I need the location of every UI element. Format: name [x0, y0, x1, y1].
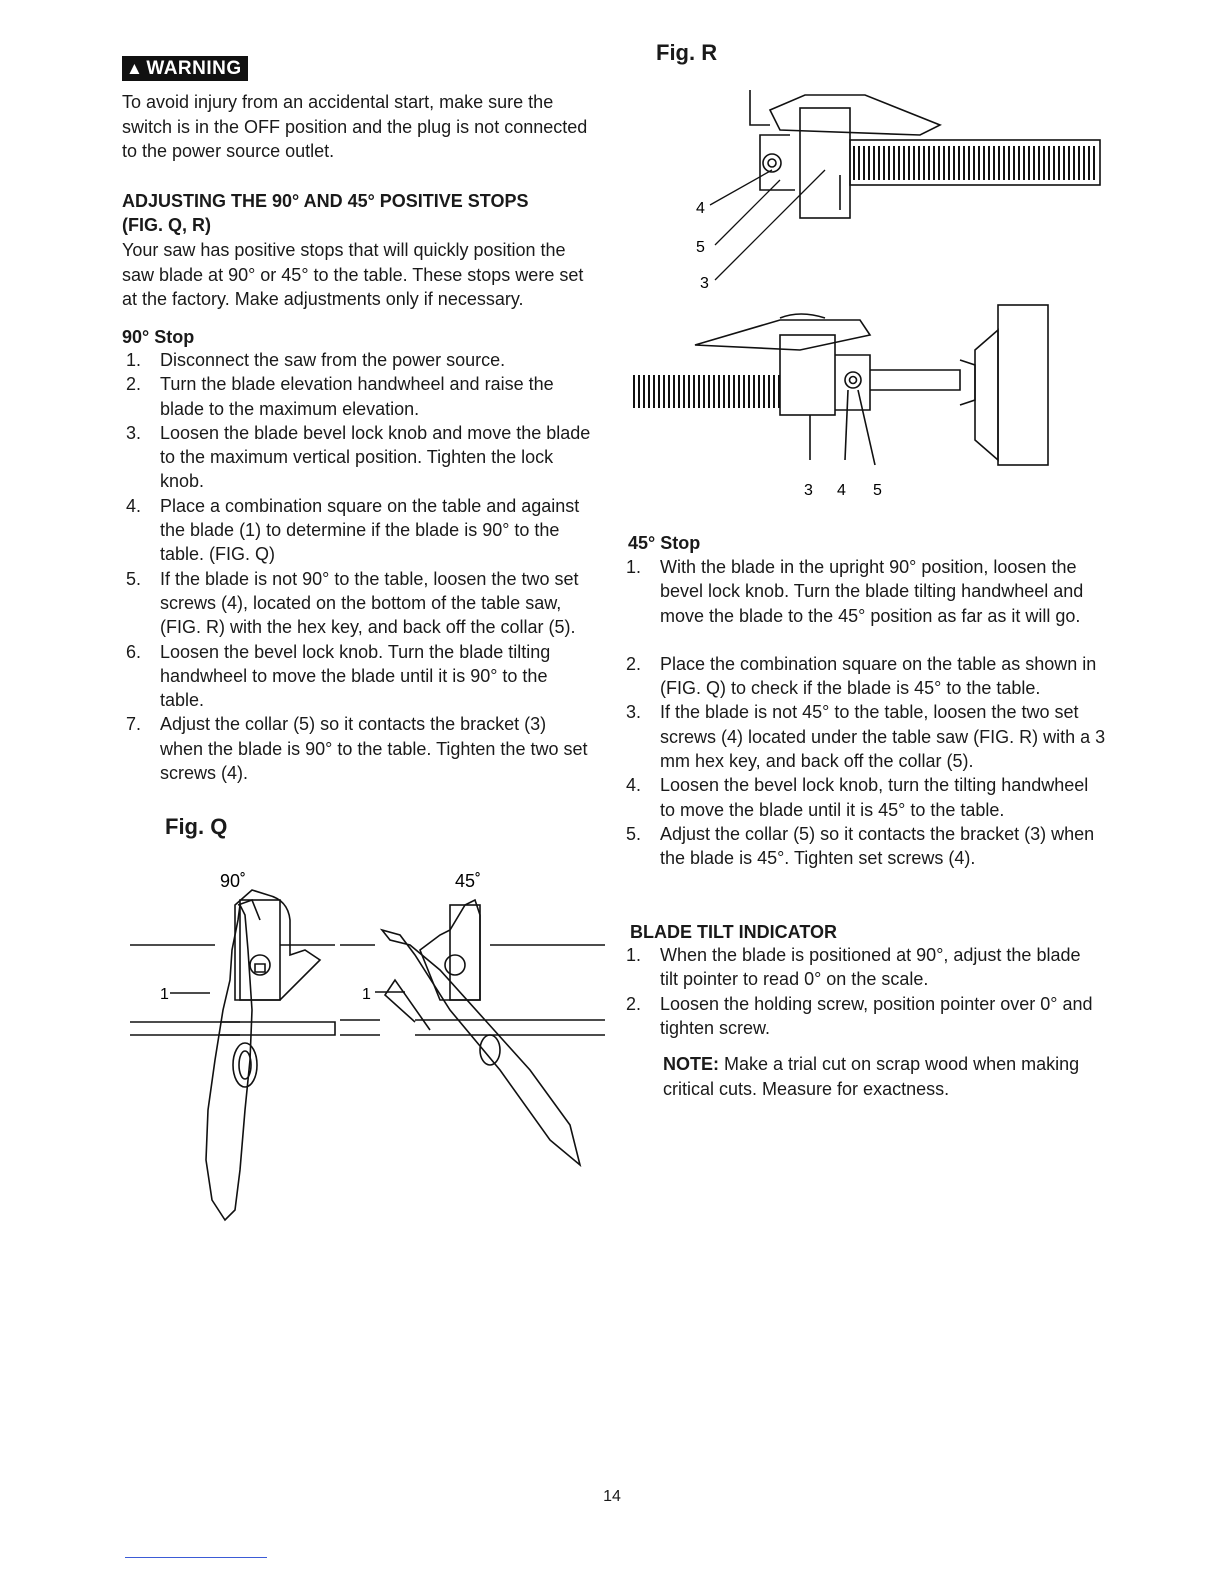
fig-r-top-callout-5: 5 [696, 239, 705, 256]
fig-q-angle-45: 45˚ [455, 871, 482, 891]
stop-45-heading: 45° Stop [628, 533, 701, 553]
fig-r-bottom-callout-5: 5 [873, 482, 882, 499]
fig-r-top-callout-4: 4 [696, 200, 705, 217]
fig-r-bottom-threads [634, 375, 779, 408]
fig-q-label: Fig. Q [165, 814, 228, 839]
fig-q-illustration [120, 860, 610, 1230]
fig-q-callout-left: 1 [160, 986, 169, 1003]
warning-triangle-icon: ▲ [126, 59, 144, 78]
page-number: 14 [603, 1488, 621, 1505]
footer-rule [125, 1557, 267, 1558]
section-heading-adjusting: ADJUSTING THE 90° AND 45° POSITIVE STOPS (FIG. Q, R) [122, 191, 529, 235]
fig-r-bottom-drawing [695, 305, 1048, 465]
fig-q-right-drawing [340, 900, 605, 1165]
list-item: 7. Adjust the collar (5) so it contacts the bracket (3) when the blade is 90° to the table. Tighten the two set screws (4). [126, 714, 588, 784]
fig-r-illustration [620, 80, 1110, 500]
list-item: 5. If the blade is not 90° to the table, loosen the two set screws (4), located on the bottom of the table saw, (FIG. R) with the hex key, and back off the collar (5). [126, 568, 579, 638]
fig-r-top-callout-3: 3 [700, 275, 709, 292]
adjusting-intro: Your saw has positive stops that will quickly position the saw blade at 90° or 45° to the table. These stops were set at the factory. Make adjustments only if necessary. [122, 240, 584, 309]
warning-text: To avoid injury from an accidental start, make sure the switch is in the OFF position and the plug is not connected to the power source outlet. [122, 92, 588, 161]
stop-90-heading: 90° Stop [122, 327, 195, 347]
blade-tilt-note: NOTE: Make a trial cut on scrap wood when making critical cuts. Measure for exactness. [663, 1054, 1080, 1099]
fig-r-top-threads [854, 146, 1094, 180]
list-item: 4. Loosen the bevel lock knob, turn the tilting handwheel to move the blade until it is 45° to the table. [626, 775, 1089, 820]
list-item: 1. Disconnect the saw from the power source. [126, 350, 506, 370]
fig-q-callout-right: 1 [362, 986, 371, 1003]
fig-q-angle-90: 90˚ [220, 871, 247, 891]
stop-90-steps [122, 348, 592, 785]
list-item: 4. Place a combination square on the table and against the blade (1) to determine if the blade is 90° to the table. (FIG. Q) [126, 495, 580, 565]
list-item: 1. With the blade in the upright 90° position, loosen the bevel lock knob. Turn the blade tilting handwheel and move the blade to the 45° position as far as it will go. [626, 557, 1084, 626]
list-item: 2. Loosen the holding screw, position pointer over 0° and tighten screw. [626, 993, 1093, 1038]
fig-r-top-leaders [710, 170, 825, 280]
list-item: 3. Loosen the blade bevel lock knob and move the blade to the maximum vertical position. Tighten the lock knob. [126, 422, 591, 492]
list-item: 3. If the blade is not 45° to the table, loosen the two set screws (4) located under the table saw (FIG. R) with a 3 mm hex key, and back off the collar (5). [626, 702, 1106, 772]
stop-45-steps [622, 555, 1107, 871]
fig-r-bottom-callout-4: 4 [837, 482, 846, 499]
blade-tilt-steps [622, 943, 1102, 1040]
warning-badge: ▲ WARNING [122, 56, 248, 81]
list-item: 2. Turn the blade elevation handwheel and raise the blade to the maximum elevation. [126, 374, 554, 419]
fig-r-bottom-callout-3: 3 [804, 482, 813, 499]
list-item: 2. Place the combination square on the table as shown in (FIG. Q) to check if the blade is 45° to the table. [626, 653, 1097, 699]
fig-q-left-drawing [130, 890, 335, 1220]
fig-r-label: Fig. R [656, 40, 718, 65]
list-item: 6. Loosen the bevel lock knob. Turn the blade tilting handwheel to move the blade until it is 90° to the table. [126, 641, 551, 711]
blade-tilt-heading: BLADE TILT INDICATOR [630, 922, 837, 942]
list-item: 5. Adjust the collar (5) so it contacts the bracket (3) when the blade is 45°. Tighten set screws (4). [626, 823, 1095, 869]
list-item: 1. When the blade is positioned at 90°, adjust the blade tilt pointer to read 0° on the scale. [626, 945, 1081, 990]
